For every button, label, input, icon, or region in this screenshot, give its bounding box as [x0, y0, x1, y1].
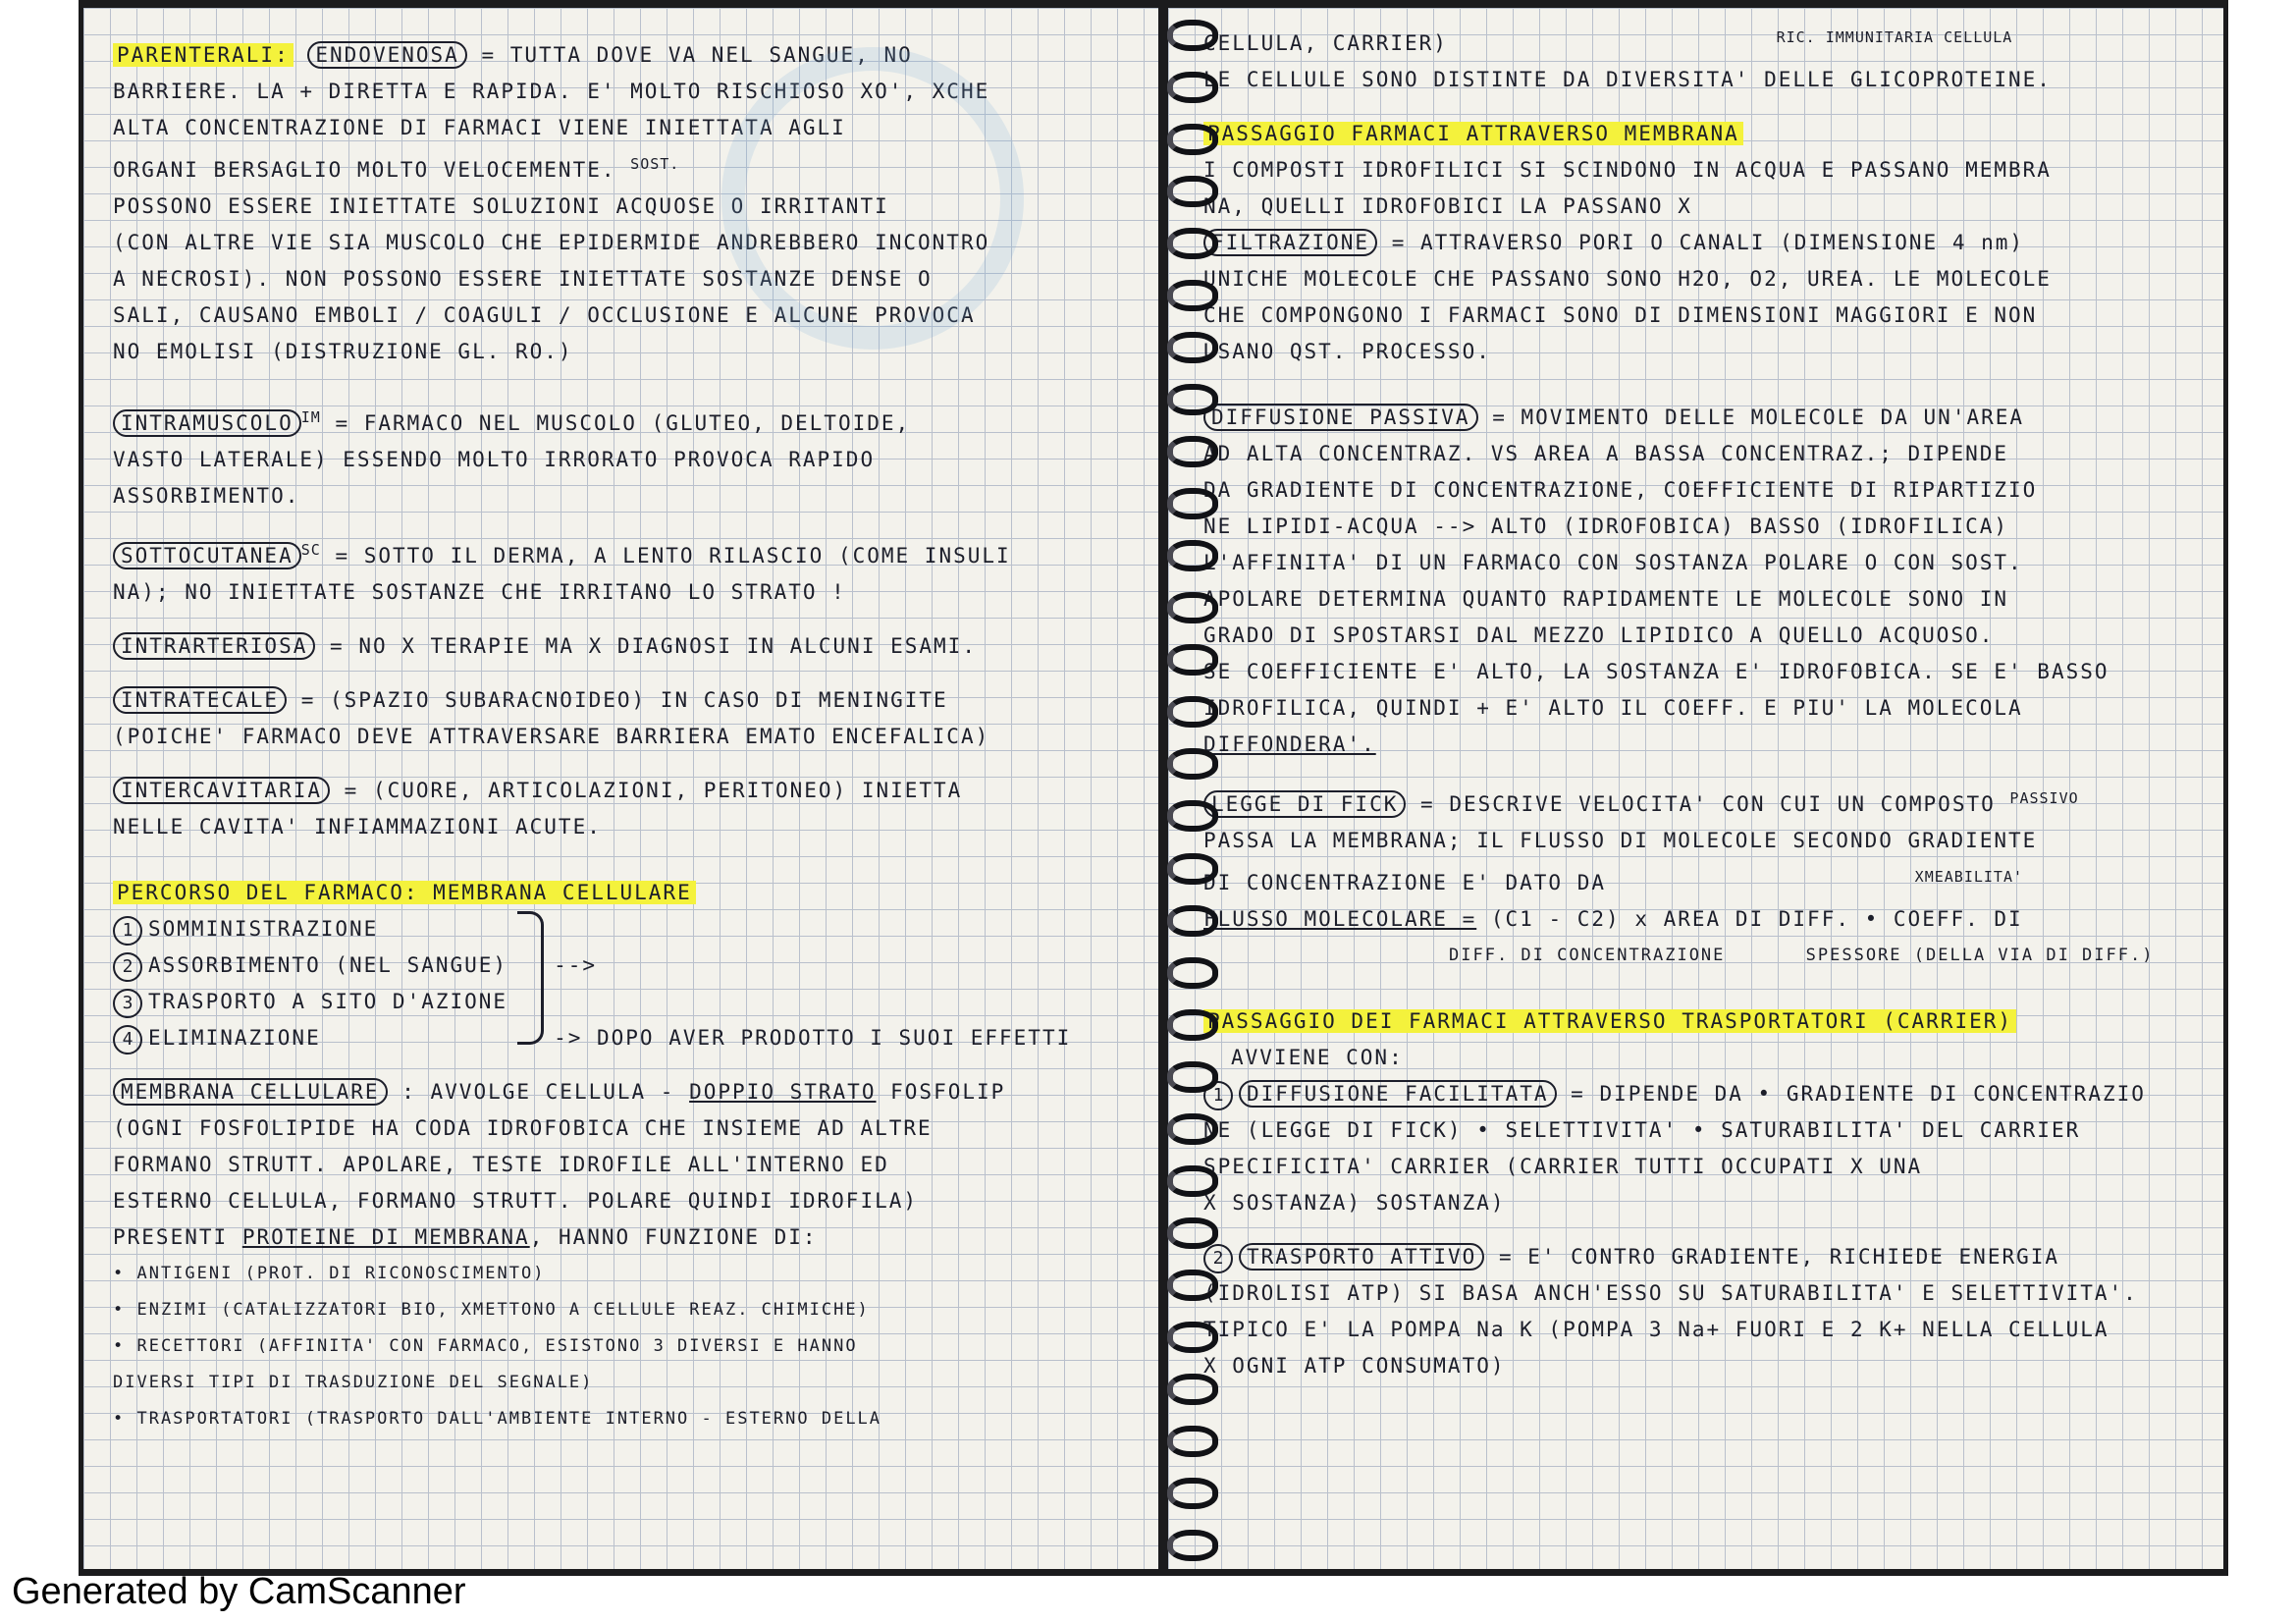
- sottocutanea-line-0: = SOTTO IL DERMA, A LENTO RILASCIO (COME INSULI: [335, 544, 1011, 568]
- spiral-ring: [1167, 280, 1218, 311]
- diffusione-line-8: IDROFILICA, QUINDI + E' ALTO IL COEFF. E PIU' LA MOLECOLA: [1203, 696, 2023, 720]
- spiral-ring: [1167, 1478, 1218, 1509]
- attivo-line-2: TIPICO E' LA POMPA Na K (POMPA 3 Na+ FUORI E 2 K+ NELLA CELLULA: [1203, 1318, 2109, 1341]
- bullet-line-2: • RECETTORI (AFFINITA' CON FARMACO, ESISTONO 3 DIVERSI E HANNO: [113, 1336, 858, 1356]
- attivo-tag: TRASPORTO ATTIVO: [1239, 1243, 1484, 1271]
- presenti-suffix: , HANNO FUNZIONE DI:: [529, 1225, 818, 1249]
- filtrazione-row: [1203, 225, 2214, 261]
- bullet-line-3: DIVERSI TIPI DI TRASDUZIONE DEL SEGNALE): [113, 1373, 594, 1392]
- spiral-ring: [1167, 1270, 1218, 1301]
- parenterali-title: PARENTERALI:: [113, 43, 294, 67]
- spiral-ring: [1167, 176, 1218, 207]
- diffusione-line-0: = MOVIMENTO DELLE MOLECOLE DA UN'AREA: [1492, 406, 2025, 429]
- spiral-ring: [1167, 592, 1218, 623]
- sottocutanea-abbr: SC: [300, 541, 321, 559]
- spiral-ring: [1167, 72, 1218, 103]
- top-line-0: CELLULA, CARRIER): [1203, 31, 1448, 55]
- endovenosa-line-6: A NECROSI). NON POSSONO ESSERE INIETTATE SOSTANZE DENSE O: [113, 267, 933, 291]
- endovenosa-line-5: (CON ALTRE VIE SIA MUSCOLO CHE EPIDERMIDE ANDREBBERO INCONTRO: [113, 231, 990, 254]
- fick-note: PASSIVO: [2009, 789, 2079, 807]
- diffusione-line-9: DIFFONDERA'.: [1203, 732, 1376, 756]
- membrana-first-end: FOSFOLIP: [890, 1080, 1006, 1104]
- diffusione-line-4: L'AFFINITA' DI UN FARMACO CON SOSTANZA POLARE O CON SOST.: [1203, 551, 2023, 574]
- step-text: TRASPORTO A SITO D'AZIONE: [148, 990, 508, 1013]
- notebook: [79, 0, 2228, 1576]
- intercavitaria-row: [113, 773, 1148, 809]
- fick-line-2-row: [1203, 859, 2214, 901]
- formula-term3: XMEABILITA': [1914, 868, 2024, 886]
- endovenosa-line-3-row: [113, 146, 1148, 189]
- attivo-line-0: = E' CONTRO GRADIENTE, RICHIEDE ENERGIA: [1498, 1245, 2060, 1269]
- filtrazione-line-0: = ATTRAVERSO PORI O CANALI (DIMENSIONE 4 nm): [1391, 231, 2025, 254]
- step-item: [113, 984, 507, 1020]
- top-line-1: LE CELLULE SONO DISTINTE DA DIVERSITA' DELLE GLICOPROTEINE.: [1203, 68, 2052, 91]
- intratecale-line-1: (POICHE' FARMACO DEVE ATTRAVERSARE BARRIERA EMATO ENCEFALICA): [113, 725, 990, 748]
- step-item: [113, 911, 507, 947]
- endovenosa-tag: ENDOVENOSA: [307, 41, 466, 69]
- facilitata-line-3: X SOSTANZA) SOSTANZA): [1203, 1191, 1506, 1215]
- carrier-title: PASSAGGIO DEI FARMACI ATTRAVERSO TRASPORTATORI (CARRIER): [1203, 1009, 2016, 1033]
- endovenosa-note: SOST.: [630, 155, 680, 173]
- spiral-ring: [1167, 1374, 1218, 1405]
- bullet-line-4: • TRASPORTATORI (TRASPORTO DALL'AMBIENTE INTERNO - ESTERNO DELLA: [113, 1409, 882, 1429]
- formula-term2: x AREA DI DIFF. • COEFF. DI: [1634, 907, 2023, 931]
- filtrazione-line-2: CHE COMPONGONO I FARMACI SONO DI DIMENSIONI MAGGIORI E NON: [1203, 303, 2038, 327]
- sottocutanea-tag: SOTTOCUTANEA: [113, 542, 301, 569]
- diffusione-row: [1203, 400, 2214, 436]
- spiral-ring: [1167, 905, 1218, 937]
- steps-block: [113, 911, 1148, 1056]
- endovenosa-line-0: = TUTTA DOVE VA NEL SANGUE, NO: [481, 43, 913, 67]
- spiral-ring: [1167, 1217, 1218, 1249]
- spiral-ring: [1167, 1426, 1218, 1457]
- formula-row: [1203, 901, 2214, 938]
- intratecale-row: [113, 682, 1148, 719]
- intrarteriosa-line-0: = NO X TERAPIE MA X DIAGNOSI IN ALCUNI ESAMI.: [330, 634, 977, 658]
- membrana-underlined: DOPPIO STRATO: [689, 1080, 877, 1104]
- spiral-ring: [1167, 1322, 1218, 1353]
- percorso-heading-line: [113, 875, 1148, 911]
- spiral-ring: [1167, 696, 1218, 728]
- intercavitaria-tag: INTERCAVITARIA: [113, 777, 330, 804]
- endovenosa-line-2: ALTA CONCENTRAZIONE DI FARMACI VIENE INIETTATA AGLI: [113, 116, 846, 139]
- step-item: [113, 947, 507, 984]
- presenti-underlined: PROTEINE DI MEMBRANA: [241, 1225, 530, 1249]
- step-number: 3: [113, 989, 142, 1018]
- spiral-ring: [1167, 20, 1218, 51]
- membrana-row: [113, 1074, 1148, 1110]
- spiral-ring: [1167, 1530, 1218, 1561]
- intramuscolo-line-0: = FARMACO NEL MUSCOLO (GLUTEO, DELTOIDE,: [335, 411, 911, 435]
- steps-annotations: [554, 911, 1071, 1056]
- membrana-tag: MEMBRANA CELLULARE: [113, 1078, 388, 1106]
- facilitata-num: 1: [1203, 1081, 1233, 1110]
- facilitata-line-2: SPECIFICITA' CARRIER (CARRIER TUTTI OCCUPATI X UNA: [1203, 1155, 1923, 1178]
- spiral-ring: [1167, 332, 1218, 363]
- formula-sub-row: [1203, 938, 2214, 974]
- sottocutanea-line-1: NA); NO INIETTATE SOSTANZE CHE IRRITANO LO STRATO !: [113, 580, 846, 604]
- bullet-line-0: • ANTIGENI (PROT. DI RICONOSCIMENTO): [113, 1264, 546, 1283]
- facilitata-line-0: = DIPENDE DA • GRADIENTE DI CONCENTRAZIO: [1571, 1082, 2146, 1106]
- membrana-first: : AVVOLGE CELLULA -: [401, 1080, 675, 1104]
- intratecale-tag: INTRATECALE: [113, 686, 287, 714]
- diffusione-line-3: NE LIPIDI-ACQUA --> ALTO (IDROFOBICA) BASSO (IDROFILICA): [1203, 514, 2009, 538]
- step-item: [113, 1020, 507, 1056]
- passaggio-line-1: NA, QUELLI IDROFOBICI LA PASSANO X: [1203, 194, 1692, 218]
- fick-line-2: DI CONCENTRAZIONE E' DATO DA: [1203, 871, 1607, 894]
- steps-arrow: -->: [554, 953, 598, 977]
- diffusione-tag: DIFFUSIONE PASSIVA: [1203, 404, 1478, 431]
- endovenosa-line-1: BARRIERE. LA + DIRETTA E RAPIDA. E' MOLTO RISCHIOSO XO', XCHE: [113, 80, 990, 103]
- step-text: SOMMINISTRAZIONE: [148, 917, 379, 941]
- diffusione-line-5: APOLARE DETERMINA QUANTO RAPIDAMENTE LE MOLECOLE SONO IN: [1203, 587, 2009, 611]
- diffusione-line-1: AD ALTA CONCENTRAZ. VS AREA A BASSA CONCENTRAZ.; DIPENDE: [1203, 442, 2009, 465]
- step-number: 4: [113, 1025, 142, 1055]
- spiral-ring: [1167, 1165, 1218, 1197]
- attivo-line-3: X OGNI ATP CONSUMATO): [1203, 1354, 1506, 1378]
- intramuscolo-line-2: ASSORBIMENTO.: [113, 484, 300, 508]
- endovenosa-line-8: NO EMOLISI (DISTRUZIONE GL. RO.): [113, 340, 573, 363]
- spiral-ring: [1167, 1113, 1218, 1145]
- facilitata-row: [1203, 1076, 2214, 1112]
- intramuscolo-line-1: VASTO LATERALE) ESSENDO MOLTO IRRORATO PROVOCA RAPIDO: [113, 448, 876, 471]
- spiral-ring: [1167, 748, 1218, 780]
- spiral-ring: [1167, 540, 1218, 571]
- filtrazione-line-1: UNICHE MOLECOLE CHE PASSANO SONO H2O, O2, UREA. LE MOLECOLE: [1203, 267, 2052, 291]
- step-number: 1: [113, 916, 142, 946]
- spiral-ring: [1167, 853, 1218, 885]
- fick-line-1: PASSA LA MEMBRANA; IL FLUSSO DI MOLECOLE SECONDO GRADIENTE: [1203, 829, 2038, 852]
- fick-line-0: = DESCRIVE VELOCITA' CON CUI UN COMPOSTO: [1420, 792, 1996, 816]
- endovenosa-line-7: SALI, CAUSANO EMBOLI / COAGULI / OCCLUSIONE E ALCUNE PROVOCA: [113, 303, 976, 327]
- facilitata-tag: DIFFUSIONE FACILITATA: [1239, 1080, 1557, 1108]
- step-number: 2: [113, 952, 142, 982]
- facilitata-line-1: NE (LEGGE DI FICK) • SELETTIVITA' • SATURABILITA' DEL CARRIER: [1203, 1118, 2081, 1142]
- steps-note: -> DOPO AVER PRODOTTO I SUOI EFFETTI: [554, 1026, 1072, 1050]
- attivo-num: 2: [1203, 1244, 1233, 1273]
- intratecale-line-0: = (SPAZIO SUBARACNOIDEO) IN CASO DI MENINGITE: [300, 688, 948, 712]
- membrana-line-2: ESTERNO CELLULA, FORMANO STRUTT. POLARE QUINDI IDROFILA): [113, 1189, 919, 1213]
- steps-bracket: [517, 911, 544, 1045]
- top-row: [1203, 20, 2214, 62]
- camscanner-footer: Generated by CamScanner: [12, 1571, 466, 1612]
- intrarteriosa-tag: INTRARTERIOSA: [113, 632, 315, 660]
- intercavitaria-line-1: NELLE CAVITA' INFIAMMAZIONI ACUTE.: [113, 815, 602, 839]
- presenti-prefix: PRESENTI: [113, 1225, 229, 1249]
- spiral-ring: [1167, 1061, 1218, 1093]
- intramuscolo-row: [113, 400, 1148, 442]
- step-text: ASSORBIMENTO (NEL SANGUE): [148, 953, 508, 977]
- fick-row: [1203, 781, 2214, 823]
- presenti-row: [113, 1219, 1148, 1256]
- avviene: AVVIENE CON:: [1231, 1046, 1404, 1069]
- endovenosa-line-4: POSSONO ESSERE INIETTATE SOLUZIONI ACQUOSE O IRRITANTI: [113, 194, 889, 218]
- carrier-heading-line: [1203, 1003, 2214, 1040]
- spiral-ring: [1167, 228, 1218, 259]
- membrana-line-1: FORMANO STRUTT. APOLARE, TESTE IDROFILE ALL'INTERNO ED: [113, 1153, 889, 1176]
- passaggio-heading-line: [1203, 116, 2214, 152]
- step-text: ELIMINAZIONE: [148, 1026, 321, 1050]
- sottocutanea-row: [113, 532, 1148, 574]
- left-page: [83, 8, 1158, 1569]
- filtrazione-line-3: USANO QST. PROCESSO.: [1203, 340, 1491, 363]
- formula-lhs: FLUSSO MOLECOLARE =: [1203, 907, 1477, 931]
- diffusione-line-2: DA GRADIENTE DI CONCENTRAZIONE, COEFFICIENTE DI RIPARTIZIO: [1203, 478, 2038, 502]
- steps-list: [113, 911, 507, 1056]
- spiral-ring: [1167, 1009, 1218, 1041]
- spiral-ring: [1167, 957, 1218, 989]
- spiral-ring: [1167, 644, 1218, 676]
- endovenosa-line-3: ORGANI BERSAGLIO MOLTO VELOCEMENTE.: [113, 158, 616, 182]
- diffusione-line-7: SE COEFFICIENTE E' ALTO, LA SOSTANZA E' IDROFOBICA. SE E' BASSO: [1203, 660, 2109, 683]
- top-note: RIC. IMMUNITARIA CELLULA: [1776, 28, 2013, 46]
- parenterali-heading-line: [113, 37, 1148, 74]
- right-page: [1168, 8, 2223, 1569]
- intramuscolo-tag: INTRAMUSCOLO: [113, 409, 301, 437]
- passaggio-title: PASSAGGIO FARMACI ATTRAVERSO MEMBRANA: [1203, 122, 1743, 145]
- intramuscolo-abbr: IM: [300, 408, 321, 426]
- spiral-binding: [1158, 20, 1227, 1561]
- intrarteriosa-row: [113, 628, 1148, 665]
- spiral-ring: [1167, 488, 1218, 519]
- spiral-ring: [1167, 800, 1218, 832]
- percorso-title: PERCORSO DEL FARMACO: MEMBRANA CELLULARE: [113, 881, 696, 904]
- bullet-line-1: • ENZIMI (CATALIZZATORI BIO, XMETTONO A CELLULE REAZ. CHIMICHE): [113, 1300, 870, 1320]
- formula-term1: (C1 - C2): [1490, 907, 1621, 931]
- membrana-line-0: (OGNI FOSFOLIPIDE HA CODA IDROFOBICA CHE INSIEME AD ALTRE: [113, 1116, 933, 1140]
- spiral-ring: [1167, 436, 1218, 467]
- formula-sub1: DIFF. DI CONCENTRAZIONE: [1449, 946, 1726, 965]
- formula-sub2: SPESSORE (DELLA VIA DI DIFF.): [1805, 946, 2155, 965]
- passaggio-line-0: I COMPOSTI IDROFILICI SI SCINDONO IN ACQUA E PASSANO MEMBRA: [1203, 158, 2052, 182]
- attivo-line-1: (IDROLISI ATP) SI BASA ANCH'ESSO SU SATURABILITA' E SELETTIVITA'.: [1203, 1281, 2138, 1305]
- filtrazione-tag: FILTRAZIONE: [1203, 229, 1377, 256]
- attivo-row: [1203, 1239, 2214, 1275]
- fick-tag: LEGGE DI FICK: [1203, 790, 1406, 818]
- spiral-ring: [1167, 384, 1218, 415]
- intercavitaria-line-0: = (CUORE, ARTICOLAZIONI, PERITONEO) INIETTA: [344, 779, 963, 802]
- spiral-ring: [1167, 124, 1218, 155]
- diffusione-line-6: GRADO DI SPOSTARSI DAL MEZZO LIPIDICO A QUELLO ACQUOSO.: [1203, 623, 1995, 647]
